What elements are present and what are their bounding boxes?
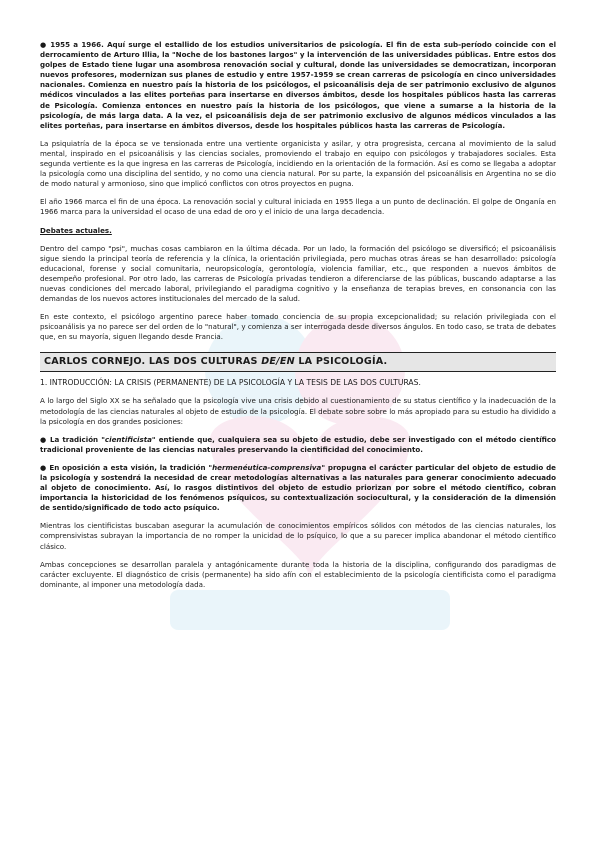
debates-heading: Debates actuales. <box>40 225 112 235</box>
paragraph-contexto: En este contexto, el psicólogo argentino parece haber tomado conciencia de su propia excepcionalidad; su relación privilegiada con el psicoanálisis ya no parece ser del orden de lo "natural", y comienza a ser interrogada desde diversos ángulos. En todo caso, se trata de debates que, en su mayoría, siguen llegando desde Francia. <box>40 312 556 342</box>
paragraph-mientras: Mientras los cientificistas buscaban asegurar la acumulación de conocimientos empíricos sólidos con métodos de las ciencias naturales, los comprensivistas subrayan la importancia de no romper la unicidad de lo psíquico, lo que a su parecer implica abandonar el método científico clásico. <box>40 521 556 551</box>
paragraph-cientificista: ● La tradición "cientificista" entiende que, cualquiera sea su objeto de estudio, debe ser investigado con el método científico tradicional proveniente de las ciencias naturales preservando la cientificidad del conocimiento. <box>40 434 556 454</box>
section-title: CARLOS CORNEJO. LAS DOS CULTURAS DE/EN LA PSICOLOGÍA. <box>40 352 556 372</box>
paragraph-1955-1966 <box>40 40 556 131</box>
paragraph-ambas: Ambas concepciones se desarrollan paralela y antagónicamente durante toda la historia de la disciplina, configurando dos paradigmas de carácter excluyente. El diagnóstico de crisis (permanente) ha sido afín con el establecimiento de la psicología cientificista como el paradigma dominante, al imponer una metodología dada. <box>40 559 556 589</box>
paragraph-intro: A lo largo del Siglo XX se ha señalado que la psicología vive una crisis debido al cuestionamiento de su status científico y la inadecuación de la metodología de las ciencias naturales al objeto de estudio de la psicología. El debate sobre sobre lo más apropiado para su estudio ha dividido a la psicología en dos grandes posiciones: <box>40 396 556 426</box>
document-body <box>40 40 556 598</box>
period-lead: ● 1955 a 1966. <box>40 40 108 49</box>
paragraph-1966: El año 1966 marca el fin de una época. La renovación social y cultural iniciada en 1955 llega a un punto de declinación. El golpe de Onganía en 1966 marca para la universidad el ocaso de una edad de oro y el inicio de una larga decadencia. <box>40 197 556 217</box>
period-text: Aquí surge el estallido de los estudios universitarios de psicología. El fin de esta sub-período coincide con el derrocamiento de Arturo Illia, la "Noche de los bastones largos" y la intervención de las universidades públicas. Entre estos dos golpes de Estado tiene lugar una asombrosa renovación social y cultural, donde las universidades se democratizan, incorporan nuevos profesores, modernizan sus planes de estudio y entre 1957-1959 se crean carreras de psicología en cinco universidades nacionales. Comienza en nuestro país la historia de los psicólogos, el psicoanálisis deja de ser patrimonio exclusivo de algunos médicos vinculados a las elites porteñas para insertarse en diversos ámbitos, desde los hospitales públicos hasta las carreras de Psicología. Comienza entonces en nuestro país la historia de los psicólogos, que viene a sumarse a la historia de la psicología, de más larga data. A la vez, el psicoanálisis deja de ser patrimonio exclusivo de algunos médicos vinculados a las elites porteñas, para insertarse en ámbitos diversos, desde los hospitales públicos hasta las carreras de Psicología. <box>40 40 556 130</box>
paragraph-hermeneutica: ● En oposición a esta visión, la tradición "hermenéutica-comprensiva" propugna el carácter particular del objeto de estudio de la psicología y sostendrá la necesidad de crear metodologías alternativas a las naturales para generar conocimiento adecuado al objeto de conocimiento. Así, lo rasgos distintivos del objeto de estudio priorizan por sobre el método científico, cobran importancia la historicidad de los fenómenos psíquicos, su contextualización sociocultural, y la consideración de la dimensión de sentido/significado de todo acto psíquico. <box>40 462 556 513</box>
section-subtitle: 1. INTRODUCCIÓN: LA CRISIS (PERMANENTE) DE LA PSICOLOGÍA Y LA TESIS DE LAS DOS CULTURAS. <box>40 378 421 388</box>
paragraph-psiquiatria: La psiquiatría de la época se ve tensionada entre una vertiente organicista y asilar, y otra progresista, cercana al movimiento de la salud mental, inspirado en el psicoanálisis y las ciencias sociales, promoviendo el trabajo en equipo con psicólogos y trabajadores sociales. Esta segunda vertiente es la que ingresa en las carreras de Psicología, incidiendo en la orientación de la formación. Así es como se llegaba a adoptar la psicología como una disciplina del sentido, y no como una ciencia natural. Por su parte, la expansión del psicoanálisis en Argentina no se dio de modo natural y armonioso, sino que implicó conflictos con otros proyectos en pugna. <box>40 138 556 189</box>
paragraph-debates: Dentro del campo "psi", muchas cosas cambiaron en la última década. Por un lado, la formación del psicólogo se diversificó; el psicoanálisis sigue siendo la principal teoría de referencia y la clínica, la orientación privilegiada, pero muchas otras áreas se han desarrollado: psicología educacional, forense y social comunitaria, neuropsicología, gerontología, violencia familiar, etc., que responden a nuevos ámbitos de desempeño profesional. Por otro lado, las carreras de Psicología privadas tendieron a diferenciarse de las públicas, buscando adaptarse a las nuevas condiciones del mercado laboral, privilegiando el paradigma cognitivo y la enseñanza de terapias breves, en consonancia con las demandas de los nuevos actores institucionales del mercado de la salud. <box>40 243 556 304</box>
